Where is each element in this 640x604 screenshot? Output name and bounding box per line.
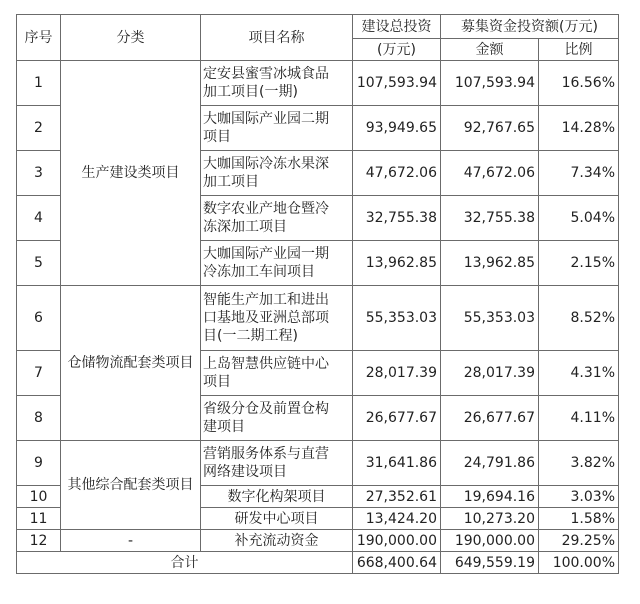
name-line: 大咖国际产业园一期 <box>203 246 329 262</box>
name-line: 大咖国际冷冻水果深 <box>203 156 329 172</box>
cell-seq: 5 <box>17 241 61 286</box>
cell-project-name <box>201 151 353 196</box>
name-line: 项目 <box>203 129 231 145</box>
cell-total: 47,672.06 <box>353 151 441 196</box>
cell-amount: 32,755.38 <box>441 196 539 241</box>
header-total-investment <box>353 15 441 39</box>
cell-total: 13,424.20 <box>353 508 441 530</box>
header-seq: 序号 <box>17 15 61 61</box>
header-total-line1: 建设总投资 <box>361 18 432 35</box>
cell-project-name: 数字化构架项目 <box>201 486 353 508</box>
cell-ratio: 29.25% <box>539 530 619 552</box>
cell-total: 31,641.86 <box>353 441 441 486</box>
cell-amount: 190,000.00 <box>441 530 539 552</box>
name-line: 数字农业产地仓暨冷 <box>203 201 329 217</box>
cell-total: 190,000.00 <box>353 530 441 552</box>
cell-ratio: 7.34% <box>539 151 619 196</box>
cell-project-name <box>201 196 353 241</box>
header-category: 分类 <box>61 15 201 61</box>
cell-ratio: 3.03% <box>539 486 619 508</box>
name-line: 定安县蜜雪冰城食品 <box>203 66 329 82</box>
total-label: 合计 <box>17 552 353 574</box>
name-line: 智能生产加工和进出 <box>203 292 329 308</box>
name-line: 加工项目 <box>203 174 259 190</box>
cell-amount: 13,962.85 <box>441 241 539 286</box>
name-line: 目(一二期工程) <box>203 328 298 344</box>
cell-total: 26,677.67 <box>353 396 441 441</box>
name-line: 口基地及亚洲总部项 <box>203 310 329 326</box>
name-line: 冷冻加工车间项目 <box>203 264 315 280</box>
cell-ratio: 1.58% <box>539 508 619 530</box>
name-line: 加工项目(一期) <box>203 84 298 100</box>
category-logistics: 仓储物流配套类项目 <box>61 286 201 441</box>
cell-seq: 2 <box>17 106 61 151</box>
total-row <box>17 552 619 574</box>
cell-total: 93,949.65 <box>353 106 441 151</box>
table-row <box>17 441 619 486</box>
cell-amount: 107,593.94 <box>441 61 539 106</box>
name-line: 省级分仓及前置仓构 <box>203 401 329 417</box>
cell-total: 27,352.61 <box>353 486 441 508</box>
cell-amount: 28,017.39 <box>441 351 539 396</box>
name-line: 营销服务体系与直营 <box>203 446 329 462</box>
total-investment: 668,400.64 <box>353 552 441 574</box>
name-line: 网络建设项目 <box>203 464 287 480</box>
cell-seq: 6 <box>17 286 61 351</box>
investment-table <box>16 14 619 574</box>
cell-ratio: 4.31% <box>539 351 619 396</box>
cell-seq: 1 <box>17 61 61 106</box>
cell-ratio: 3.82% <box>539 441 619 486</box>
cell-seq: 8 <box>17 396 61 441</box>
name-line: 上岛智慧供应链中心 <box>203 356 329 372</box>
cell-amount: 24,791.86 <box>441 441 539 486</box>
category-production: 生产建设类项目 <box>61 61 201 286</box>
category-other: 其他综合配套类项目 <box>61 441 201 530</box>
cell-seq: 10 <box>17 486 61 508</box>
category-dash: - <box>61 530 201 552</box>
cell-seq: 4 <box>17 196 61 241</box>
cell-project-name <box>201 61 353 106</box>
name-line: 冻深加工项目 <box>203 219 287 235</box>
cell-amount: 19,694.16 <box>441 486 539 508</box>
cell-project-name <box>201 106 353 151</box>
cell-project-name: 补充流动资金 <box>201 530 353 552</box>
name-line: 建项目 <box>203 419 245 435</box>
header-project-name: 项目名称 <box>201 15 353 61</box>
cell-ratio: 2.15% <box>539 241 619 286</box>
header-total-unit: (万元) <box>353 39 441 61</box>
cell-amount: 55,353.03 <box>441 286 539 351</box>
header-ratio: 比例 <box>539 39 619 61</box>
table-row <box>17 530 619 552</box>
cell-seq: 9 <box>17 441 61 486</box>
cell-project-name <box>201 396 353 441</box>
cell-ratio: 16.56% <box>539 61 619 106</box>
cell-project-name <box>201 351 353 396</box>
cell-project-name <box>201 286 353 351</box>
cell-total: 28,017.39 <box>353 351 441 396</box>
cell-project-name <box>201 241 353 286</box>
total-amount: 649,559.19 <box>441 552 539 574</box>
cell-ratio: 4.11% <box>539 396 619 441</box>
cell-total: 13,962.85 <box>353 241 441 286</box>
header-amount: 金额 <box>441 39 539 61</box>
cell-amount: 47,672.06 <box>441 151 539 196</box>
cell-total: 55,353.03 <box>353 286 441 351</box>
name-line: 大咖国际产业园二期 <box>203 111 329 127</box>
total-ratio: 100.00% <box>539 552 619 574</box>
cell-ratio: 8.52% <box>539 286 619 351</box>
cell-amount: 10,273.20 <box>441 508 539 530</box>
cell-amount: 26,677.67 <box>441 396 539 441</box>
cell-ratio: 14.28% <box>539 106 619 151</box>
table-row <box>17 286 619 351</box>
header-raised-funds: 募集资金投资额(万元) <box>441 15 619 39</box>
cell-project-name: 研发中心项目 <box>201 508 353 530</box>
cell-seq: 3 <box>17 151 61 196</box>
cell-project-name <box>201 441 353 486</box>
cell-total: 107,593.94 <box>353 61 441 106</box>
cell-seq: 7 <box>17 351 61 396</box>
name-line: 项目 <box>203 374 231 390</box>
cell-ratio: 5.04% <box>539 196 619 241</box>
cell-seq: 11 <box>17 508 61 530</box>
cell-total: 32,755.38 <box>353 196 441 241</box>
cell-amount: 92,767.65 <box>441 106 539 151</box>
cell-seq: 12 <box>17 530 61 552</box>
table-row <box>17 61 619 106</box>
